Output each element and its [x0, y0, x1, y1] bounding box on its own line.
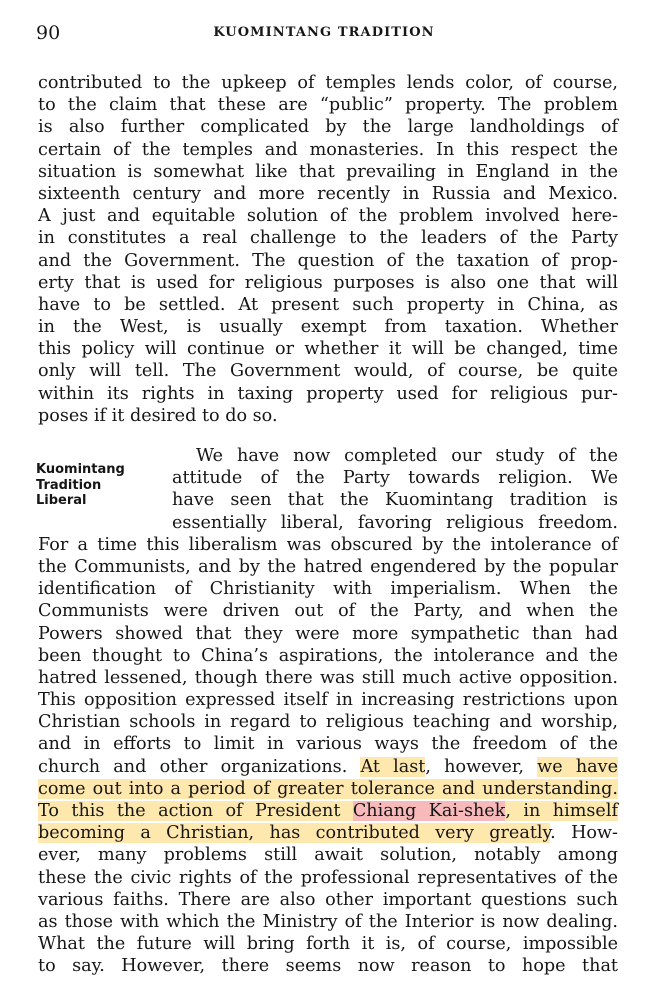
page-header	[36, 22, 612, 44]
highlight-pink: Chiang Kai-shek	[352, 801, 506, 821]
text-line: to say. However, there seems now reason to hope that	[38, 956, 618, 977]
text-line: identification of Christianity with imperialism. When the	[38, 579, 618, 600]
highlighted-line	[38, 800, 618, 822]
page-number: 90	[36, 22, 61, 44]
highlight-yellow: , in himself	[505, 801, 618, 821]
text-line: various faiths. There are also other important questions such	[38, 889, 618, 910]
text-line: We have now completed our study of the	[196, 446, 618, 466]
text-line: This opposition expressed itself in increasing restrictions upon	[38, 690, 618, 711]
text-line: sixteenth century and more recently in Russia and Mexico.	[38, 183, 618, 204]
highlighted-line	[38, 822, 618, 844]
text-line: to the claim that these are “public” property. The problem	[38, 95, 618, 116]
text-line: What the future will bring forth it is, of course, impossible	[38, 934, 618, 955]
text-line: Communists were driven out of the Party, and when the	[38, 601, 618, 622]
text-line: and in efforts to limit in various ways the freedom of the	[38, 734, 618, 755]
text-line: certain of the temples and monasteries. In this respect the	[38, 139, 618, 160]
running-head: KUOMINTANG TRADITION	[213, 25, 435, 40]
text-line: For a time this liberalism was obscured by the intolerance of	[38, 534, 618, 555]
highlight-yellow: becoming a Christian, has contributed very greatly	[38, 823, 551, 844]
text-span: church and other organizations.	[38, 756, 361, 777]
sidenote-line: Liberal	[36, 493, 87, 508]
text-line: have seen that the Kuomintang tradition is	[172, 490, 618, 511]
text-line: have to be settled. At present such property in China, as	[38, 294, 618, 315]
highlight-yellow: we have	[537, 756, 618, 777]
highlight-yellow: To this the action of President	[38, 801, 353, 821]
text-line: Christian schools in regard to religious teaching and worship,	[38, 712, 618, 733]
text-line: Powers showed that they were more sympathetic than had	[38, 623, 618, 644]
text-line: attitude of the Party towards religion. We	[172, 468, 618, 489]
highlighted-line	[38, 756, 618, 778]
text-line: in constitutes a real challenge to the leaders of the Party	[38, 228, 618, 249]
text-line: been thought to China’s aspirations, the intolerance and the	[38, 645, 618, 666]
text-line: is also further complicated by the large landholdings of	[38, 117, 618, 138]
text-line: the Communists, and by the hatred engendered by the popular	[38, 556, 618, 577]
text-line: ever, many problems still await solution, notably among	[38, 845, 618, 866]
text-line: as those with which the Ministry of the Interior is now dealing.	[38, 911, 618, 932]
paragraph-2	[38, 445, 618, 978]
text-line: hatred lessened, though there was still much active opposition.	[38, 667, 618, 688]
paragraph-1	[38, 72, 618, 427]
text-line: these the civic rights of the professional representatives of the	[38, 867, 618, 888]
highlight-yellow: At last	[360, 756, 426, 777]
highlighted-line	[38, 778, 618, 800]
text-span: , however,	[425, 756, 538, 777]
text-line: erty that is used for religious purposes is also one that will	[38, 272, 618, 293]
sidenote-line: Kuomintang	[36, 462, 125, 477]
text-line: within its rights in taxing property used for religious pur-	[38, 383, 618, 404]
sidenote-line: Tradition	[36, 477, 102, 493]
text-line: poses if it desired to do so.	[38, 405, 278, 426]
text-line: and the Government. The question of the taxation of prop-	[38, 250, 618, 271]
text-line: contributed to the upkeep of temples lends color, of course,	[38, 73, 618, 93]
highlight-yellow: come out into a period of greater tolerance and understanding.	[38, 778, 618, 799]
text-line: essentially liberal, favoring religious freedom.	[172, 512, 618, 533]
text-line: this policy will continue or whether it will be changed, time	[38, 339, 618, 360]
text-line: A just and equitable solution of the problem involved here-	[38, 206, 618, 227]
text-line: only will tell. The Government would, of course, be quite	[38, 361, 618, 382]
text-span: . How-	[550, 823, 619, 844]
text-line: situation is somewhat like that prevailing in England in the	[38, 161, 618, 182]
text-line: in the West, is usually exempt from taxation. Whether	[38, 317, 618, 338]
